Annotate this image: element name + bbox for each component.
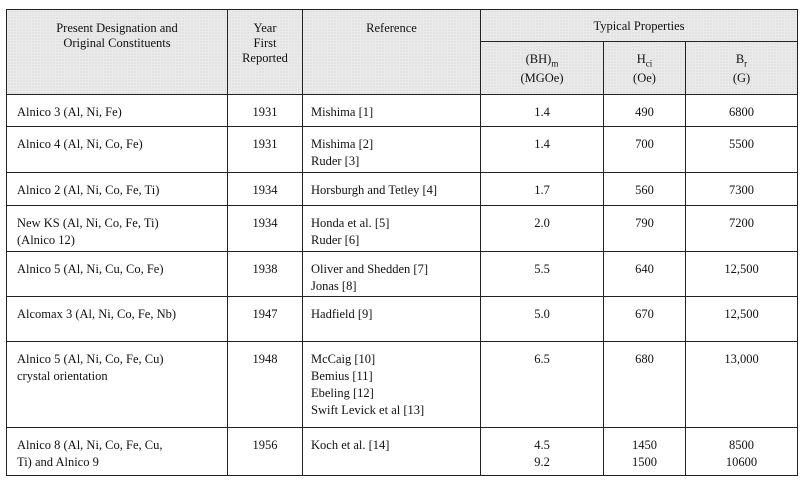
cell-hci-line: 670 <box>635 307 654 321</box>
cell-reference-line: Ebeling [12] <box>311 386 374 400</box>
cell-hci <box>604 95 686 127</box>
cell-year: 1934 <box>228 173 303 206</box>
cell-hci <box>604 252 686 297</box>
table-body <box>7 95 798 476</box>
cell-year: 1938 <box>228 252 303 297</box>
cell-bh <box>481 95 604 127</box>
table-row <box>7 95 798 127</box>
cell-bh-line: 6.5 <box>534 352 550 366</box>
cell-br <box>686 428 798 476</box>
cell-br-line: 13,000 <box>724 352 759 366</box>
cell-designation-line: Alnico 4 (Al, Ni, Co, Fe) <box>17 137 143 151</box>
cell-hci-line: 640 <box>635 262 654 276</box>
cell-reference-line: Jonas [8] <box>311 279 357 293</box>
cell-bh-line: 1.7 <box>534 183 550 197</box>
cell-designation-line: (Alnico 12) <box>17 233 75 247</box>
cell-bh-line: 5.5 <box>534 262 550 276</box>
header-reference: Reference <box>303 10 481 95</box>
cell-designation-line: crystal orientation <box>17 369 108 383</box>
table-row <box>7 252 798 297</box>
cell-hci <box>604 127 686 173</box>
cell-hci-line: 1450 <box>632 438 657 452</box>
header-bh: $(BH)_m$ (MGOe) <box>481 42 604 95</box>
cell-designation-line: Alnico 8 (Al, Ni, Co, Fe, Cu, <box>17 438 163 452</box>
cell-reference-line: Mishima [2] <box>311 137 374 151</box>
cell-hci-line: 1500 <box>632 455 657 469</box>
cell-designation-line: Alcomax 3 (Al, Ni, Co, Fe, Nb) <box>17 307 177 321</box>
cell-bh-line: 9.2 <box>534 455 550 469</box>
cell-designation <box>7 127 228 173</box>
cell-reference-line: Bemius [11] <box>311 369 373 383</box>
cell-br <box>686 173 798 206</box>
cell-year: 1931 <box>228 127 303 173</box>
cell-bh <box>481 206 604 252</box>
header-typical-properties: Typical Properties <box>481 10 798 42</box>
cell-bh <box>481 297 604 342</box>
header-hci: $H_{ci}$ (Oe) <box>604 42 686 95</box>
cell-br-line: 7200 <box>729 216 754 230</box>
cell-br-line: 12,500 <box>724 307 759 321</box>
cell-reference <box>303 342 481 428</box>
cell-designation-line: New KS (Al, Ni, Co, Fe, Ti) <box>17 216 159 230</box>
cell-designation-line: Alnico 5 (Al, Ni, Co, Fe, Cu) <box>17 352 164 366</box>
cell-bh <box>481 173 604 206</box>
cell-designation <box>7 173 228 206</box>
cell-br <box>686 127 798 173</box>
cell-bh-line: 1.4 <box>534 137 550 151</box>
cell-reference <box>303 252 481 297</box>
cell-designation <box>7 342 228 428</box>
cell-hci <box>604 173 686 206</box>
cell-reference-line: McCaig [10] <box>311 352 376 366</box>
header-year: Year First Reported <box>228 10 303 95</box>
cell-hci-line: 790 <box>635 216 654 230</box>
cell-br <box>686 342 798 428</box>
cell-year: 1947 <box>228 297 303 342</box>
table-row <box>7 428 798 476</box>
cell-hci-line: 490 <box>635 105 654 119</box>
table-row <box>7 297 798 342</box>
cell-bh <box>481 428 604 476</box>
cell-bh-line: 4.5 <box>534 438 550 452</box>
cell-hci <box>604 428 686 476</box>
cell-year: 1948 <box>228 342 303 428</box>
cell-reference-line: Swift Levick et al [13] <box>311 403 425 417</box>
cell-bh <box>481 252 604 297</box>
cell-bh-line: 5.0 <box>534 307 550 321</box>
cell-designation <box>7 252 228 297</box>
cell-hci-line: 680 <box>635 352 654 366</box>
cell-bh-line: 2.0 <box>534 216 550 230</box>
table-row <box>7 173 798 206</box>
cell-year: 1956 <box>228 428 303 476</box>
cell-br <box>686 206 798 252</box>
cell-reference <box>303 127 481 173</box>
cell-designation-line: Alnico 3 (Al, Ni, Fe) <box>17 105 122 119</box>
cell-reference-line: Honda et al. [5] <box>311 216 390 230</box>
cell-br <box>686 252 798 297</box>
cell-br-line: 8500 <box>729 438 754 452</box>
cell-designation-line: Alnico 2 (Al, Ni, Co, Fe, Ti) <box>17 183 160 197</box>
cell-year: 1931 <box>228 95 303 127</box>
cell-br-line: 5500 <box>729 137 754 151</box>
cell-designation <box>7 95 228 127</box>
cell-reference <box>303 428 481 476</box>
cell-designation <box>7 206 228 252</box>
cell-hci <box>604 342 686 428</box>
cell-br <box>686 297 798 342</box>
cell-hci-line: 700 <box>635 137 654 151</box>
cell-reference-line: Koch et al. [14] <box>311 438 390 452</box>
cell-br-line: 12,500 <box>724 262 759 276</box>
cell-reference <box>303 95 481 127</box>
table-row <box>7 206 798 252</box>
cell-hci <box>604 297 686 342</box>
magnet-properties-table <box>6 9 798 476</box>
cell-reference-line: Oliver and Shedden [7] <box>311 262 428 276</box>
header-br: $B_r$ (G) <box>686 42 798 95</box>
cell-bh <box>481 127 604 173</box>
cell-reference <box>303 206 481 252</box>
cell-br-line: 6800 <box>729 105 754 119</box>
cell-designation-line: Ti) and Alnico 9 <box>17 455 99 469</box>
table-row <box>7 127 798 173</box>
cell-reference-line: Ruder [3] <box>311 154 360 168</box>
cell-hci-line: 560 <box>635 183 654 197</box>
cell-designation <box>7 297 228 342</box>
cell-reference-line: Horsburgh and Tetley [4] <box>311 183 438 197</box>
cell-br <box>686 95 798 127</box>
cell-reference <box>303 297 481 342</box>
cell-reference <box>303 173 481 206</box>
cell-designation <box>7 428 228 476</box>
cell-reference-line: Hadfield [9] <box>311 307 373 321</box>
cell-reference-line: Ruder [6] <box>311 233 360 247</box>
cell-br-line: 10600 <box>725 455 758 469</box>
cell-bh <box>481 342 604 428</box>
cell-br-line: 7300 <box>729 183 754 197</box>
cell-designation-line: Alnico 5 (Al, Ni, Cu, Co, Fe) <box>17 262 164 276</box>
table-row <box>7 342 798 428</box>
cell-bh-line: 1.4 <box>534 105 550 119</box>
header-designation: Present Designation and Original Constituents <box>7 10 228 95</box>
cell-reference-line: Mishima [1] <box>311 105 374 119</box>
cell-hci <box>604 206 686 252</box>
cell-year: 1934 <box>228 206 303 252</box>
